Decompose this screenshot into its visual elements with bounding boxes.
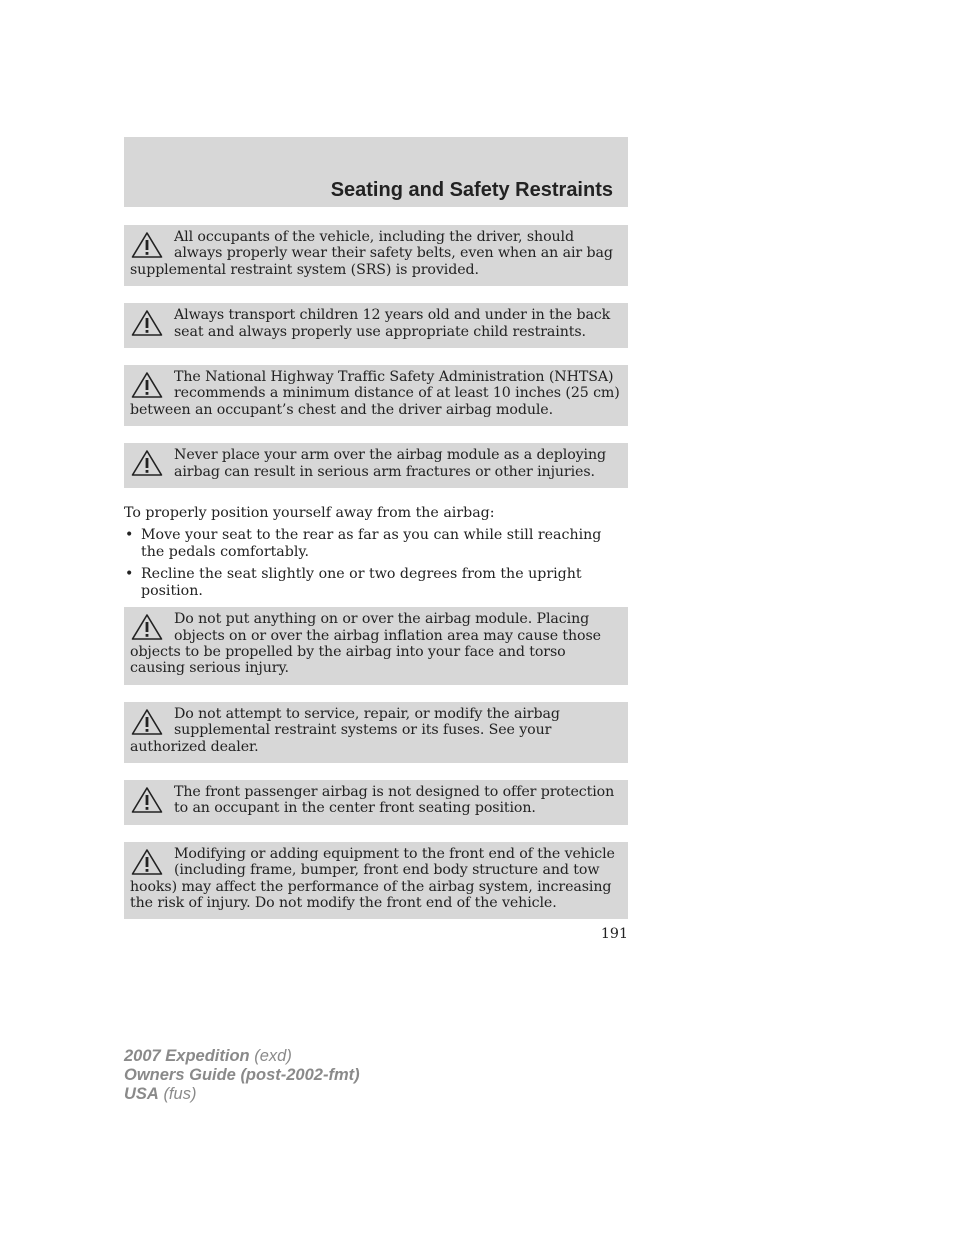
footer-model: 2007 Expedition (124, 1047, 250, 1065)
warning-text: The National Highway Traffic Safety Administration (NHTSA) recommends a minimum distance of at least 10 inches (25 cm) between an occupant’s chest and the driver airbag module. (130, 369, 620, 418)
list-item-text: Recline the seat slightly one or two degrees from the upright position. (141, 566, 582, 599)
warning-box (124, 780, 628, 825)
warning-text: The front passenger airbag is not designed to offer protection to an occupant in the center front seating position. (174, 783, 615, 817)
bullet-symbol: • (125, 527, 134, 544)
footer-line (124, 1066, 360, 1085)
warning-text: All occupants of the vehicle, including the driver, should always properly wear their safety belts, even when an air bag supplemental restraint system (SRS) is provided. (130, 229, 613, 278)
page-number: 191 (600, 926, 628, 942)
footer-line (124, 1085, 360, 1104)
intro-text: To properly position yourself away from the airbag: (124, 505, 495, 522)
bullet-symbol: • (125, 566, 134, 583)
footer-model-code: (exd) (254, 1047, 292, 1065)
list-item-text: Move your seat to the rear as far as you can while still reaching the pedals comfortably. (141, 527, 602, 560)
warning-triangle-icon (131, 786, 163, 814)
warning-box (124, 702, 628, 763)
list-item (124, 566, 628, 599)
warning-box (124, 225, 628, 286)
section-title: Seating and Safety Restraints (330, 179, 613, 201)
warning-triangle-icon (131, 371, 163, 399)
warning-triangle-icon (131, 309, 163, 337)
warning-triangle-icon (131, 613, 163, 641)
warning-text: Always transport children 12 years old and under in the back seat and always properly use appropriate child restraints. (174, 307, 611, 340)
list-item (124, 527, 628, 560)
footer-guide: Owners Guide (post-2002-fmt) (124, 1066, 360, 1084)
page-content (124, 225, 628, 936)
warning-text: Never place your arm over the airbag module as a deploying airbag can result in serious arm fractures or other injuries. (174, 447, 607, 480)
warning-triangle-icon (131, 231, 163, 259)
warning-triangle-icon (131, 848, 163, 876)
bullet-list (124, 527, 628, 599)
warning-text: Do not attempt to service, repair, or modify the airbag supplemental restraint systems or its fuses. See your authorized dealer. (130, 705, 560, 755)
warning-triangle-icon (131, 449, 163, 477)
warning-box (124, 365, 628, 426)
warning-text: Do not put anything on or over the airbag module. Placing objects on or over the airbag inflation area may cause those objects to be propelled by the airbag into your face and torso causing serious injury. (130, 611, 601, 677)
footer-line (124, 1047, 360, 1066)
warning-text: Modifying or adding equipment to the front end of the vehicle (including frame, bumper, front end body structure and tow hooks) may affect the performance of the airbag system, increasing the risk of injury. Do not modify the front end of the vehicle. (130, 845, 615, 911)
section-header (124, 137, 628, 207)
warning-box (124, 607, 628, 685)
warning-box (124, 443, 628, 488)
warning-triangle-icon (131, 708, 163, 736)
footer-market-code: (fus) (163, 1085, 197, 1103)
document-footer (124, 1047, 360, 1104)
warning-box (124, 303, 628, 348)
warning-box (124, 842, 628, 920)
footer-market: USA (124, 1085, 159, 1103)
